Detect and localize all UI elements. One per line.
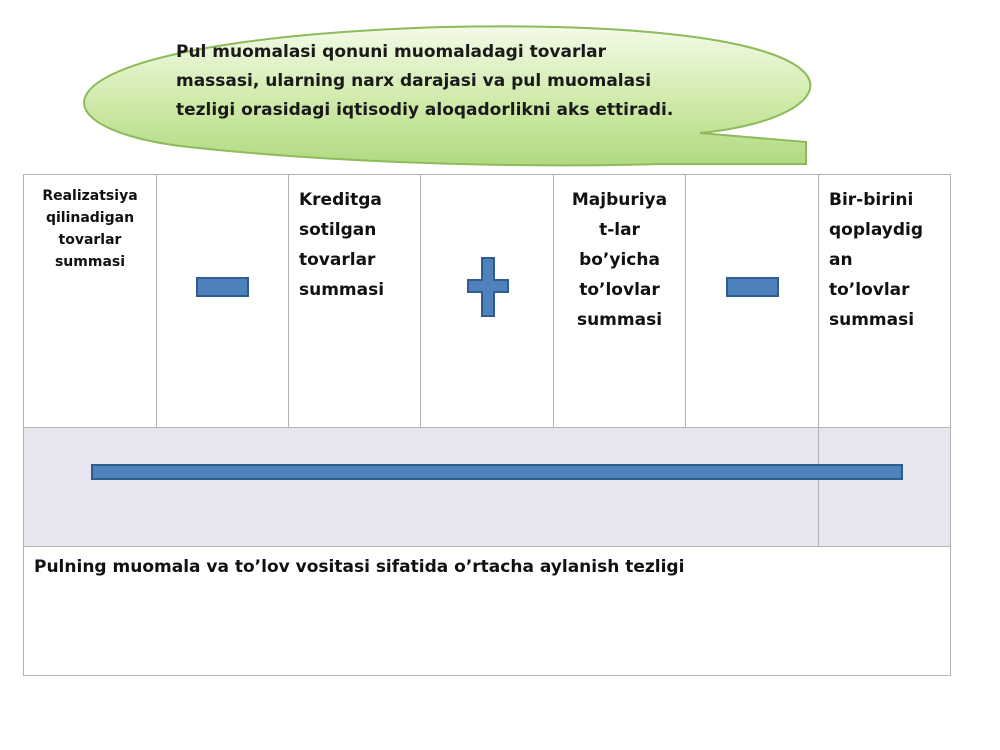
fraction-row — [24, 428, 951, 547]
formula-table — [23, 174, 951, 676]
callout-line: tezligi orasidagi iqtisodiy aloqadorlikni aks ettiradi. — [176, 100, 674, 120]
term-credit-sales: Kreditga sotilgan tovarlar summasi — [289, 175, 421, 428]
fraction-cell-end — [819, 428, 951, 547]
operator-cell — [157, 175, 289, 428]
callout-line: Pul muomalasi qonuni muomaladagi tovarlar — [176, 42, 607, 62]
term-realized-goods: Realizatsiya qilinadigan tovarlar summasi — [24, 175, 157, 428]
operator-cell — [686, 175, 819, 428]
operator-cell — [421, 175, 554, 428]
minus-icon — [726, 277, 779, 297]
denominator-text: Pulning muomala va to’lov vositasi sifatida o’rtacha aylanish tezligi — [24, 547, 951, 676]
plus-icon — [467, 257, 509, 317]
callout-text — [176, 38, 736, 125]
callout-line: massasi, ularning narx darajasi va pul muomalasi — [176, 71, 652, 91]
term-offsetting-payments: Bir-birini qoplaydig an to’lovlar summasi — [819, 175, 951, 428]
fraction-bar — [91, 464, 903, 480]
numerator-row — [24, 175, 951, 428]
term-obligation-payments: Majburiya t-lar bo’yicha to’lovlar summasi — [554, 175, 686, 428]
fraction-cell — [24, 428, 819, 547]
denominator-row — [24, 547, 951, 676]
minus-icon — [196, 277, 249, 297]
